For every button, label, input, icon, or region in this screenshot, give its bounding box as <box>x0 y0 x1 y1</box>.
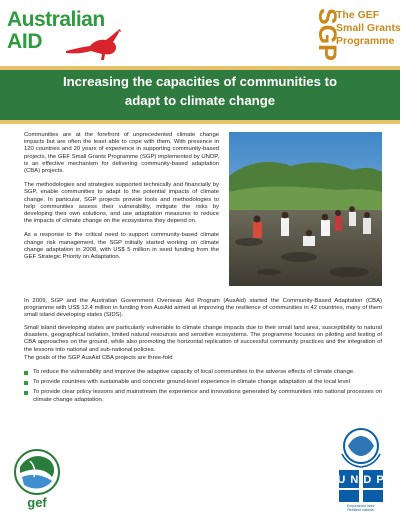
bullet-square-icon <box>24 391 28 395</box>
goals-list <box>24 369 382 407</box>
ausaid-paragraph-text: In 2009, SGP and the Australian Government Overseas Aid Program (AusAid) started the Community-Based Adaptation (CBA) programme with US$ 12.4 million in funding from AusAid aimed at improving the resilience of communities in 42 countries, many of them small island developing states (SIDS). <box>24 298 382 319</box>
sids-paragraph <box>24 325 382 354</box>
sgp-title-line1: The GEF <box>336 9 380 21</box>
undp-logo-icon <box>334 424 388 512</box>
page-title-line2: adapt to climate change <box>124 93 276 108</box>
sgp-title-line3: Programme <box>336 35 395 47</box>
svg-text:gef: gef <box>27 495 47 510</box>
goals-heading-text: The goals of the SGP AusAid CBA projects are three-fold <box>24 355 173 361</box>
australian-aid-logo-line1: Australian <box>7 8 105 31</box>
intro-paragraph-2: The methodologies and strategies supported technically and financially by SGP, enable communities to adapt to the potential impacts of climate change. In particular, SGP projects provide tools and methodologies to help communities assess their vulnerability, mitigate the risks by developing their own solutions, and use adaptation measures to reduce the impacts of climate change on the ecosystems they depend on. <box>24 182 219 225</box>
intro-paragraph-3: As a response to the critical need to support community-based climate change risk management, the SGP initially started working on climate change adaptation in 2008, with US$ 5 million in seed funding from the GEF Strategic Priority on Adaptation. <box>24 232 219 261</box>
kangaroo-icon <box>64 29 130 63</box>
goals-heading <box>24 355 382 362</box>
svg-text:U N D P: U N D P <box>337 474 385 486</box>
svg-text:SGP: SGP <box>313 8 341 61</box>
sgp-logo-icon <box>305 4 341 62</box>
intro-paragraph-1: Communities are at the forefront of unprecedented climate change impacts but are often the least able to cope with them. With presence in 120 countries and 20 years of experience in supporting community-based projects, the GEF Small Grants Programme (SGP) implemented by UNDP, is an effective mechanism for delivering community-based adaptation (CBA) projects. <box>24 132 219 175</box>
bullet-square-icon <box>24 371 28 375</box>
ausaid-paragraph <box>24 298 382 320</box>
community-photo <box>229 132 382 286</box>
svg-text:Resilient nations.: Resilient nations. <box>347 508 375 512</box>
australian-aid-logo-line2: AID <box>7 30 43 53</box>
page-title-line1: Increasing the capacities of communities to <box>62 74 338 89</box>
page-title <box>0 72 400 110</box>
sids-paragraph-text: Small island developing states are particularly vulnerable to climate change impacts due to their small land area, susceptibility to natural disasters, geographical isolation, limited natural resources and sensitive ecosystems. The programme focuses on piloting and testing of CBA approaches on the ground, while also promoting the horizontal replication of successful community practices and the integration of the lessons into national and sub-national policies. <box>24 325 382 353</box>
header <box>0 0 400 66</box>
goal-item: To reduce the vulnerability and improve the adaptive capacity of local communities to the adverse effects of climate change. <box>24 369 382 376</box>
gef-logo-icon <box>8 447 66 513</box>
svg-text:Empowered lives.: Empowered lives. <box>346 504 376 508</box>
sgp-title-line2: Small Grants <box>336 22 401 34</box>
goal-item: To provide clear policy lessons and mainstream the experience and innovations generated by communities into national processes on climate change adaptation. <box>24 389 382 403</box>
bullet-square-icon <box>24 381 28 385</box>
intro-column <box>24 132 219 268</box>
goal-item: To provide countries with sustainable and concrete ground-level experience in climate change adaptation at the local level <box>24 379 382 386</box>
